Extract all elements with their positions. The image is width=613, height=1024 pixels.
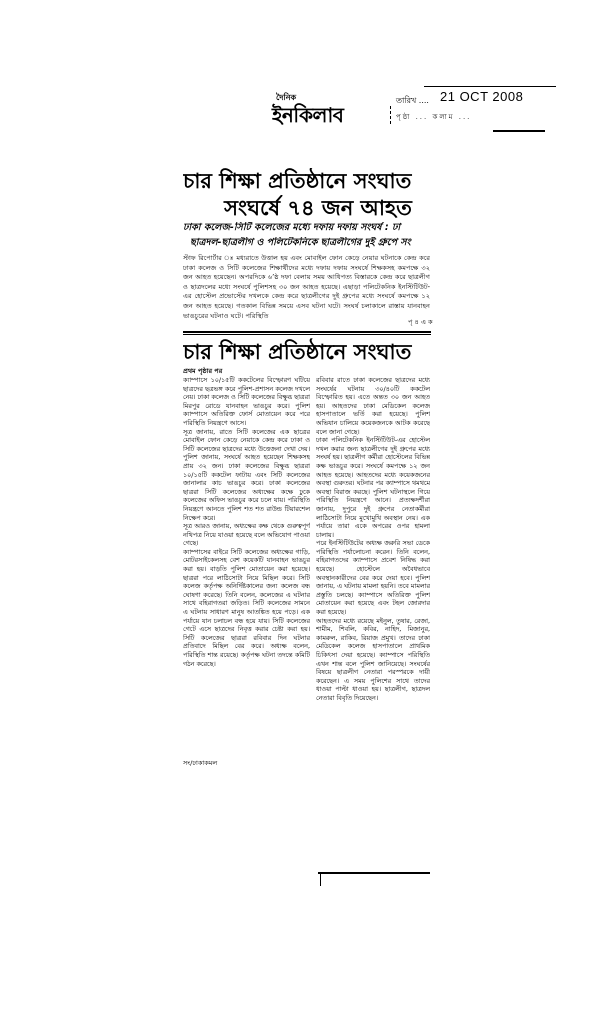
stamp-label: তারিখ ....	[396, 96, 429, 105]
reporter-credit: সং/ঢাকাকমল	[183, 759, 218, 767]
paragraph: ঢাকা পলিটেকনিক ইনস্টিটিউট-এর হোস্টেল দখল করার জন্য ছাত্রলীগের দুই গ্রুপের মধ্যে সংঘর্ষ হয়। ছাত্রলীগ কর্মীরা হোস্টেলের বিভিন্ন কক্ষ ভাঙচুর করে। সংঘর্ষে কমপক্ষে ১২ জন আহত হয়েছে। আহতদের মধ্যে কয়েকজনের অবস্থা গুরুতর। ঘটনার পর ক্যাম্পাসে থমথমে অবস্থা বিরাজ করছে। পুলিশ ঘটনাস্থলে গিয়ে পরিস্থিতি নিয়ন্ত্রণে আনে। প্রত্যক্ষদর্শীরা জানায়, দুপুরে দুই গ্রুপের নেতাকর্মীরা লাঠিসোটা নিয়ে মুখোমুখি অবস্থান নেয়। এক পর্যায়ে তারা একে অপরের ওপর হামলা চালায়।	[316, 436, 430, 539]
newspaper-prefix: দৈনিক	[276, 93, 297, 102]
section-divider	[183, 331, 431, 333]
continued-from-label: প্রথম পৃষ্ঠার পর	[183, 367, 223, 375]
subheadline-2: ছাত্রদল-ছাত্রলীগ ও পলিটেকনিকে ছাত্রলীগের দুই গ্রুপে সং	[190, 237, 411, 248]
end-rule-tick	[320, 872, 321, 886]
stamp-date: 21 OCT 2008	[440, 89, 524, 104]
continued-on-label: পৃ ৪ এ ক	[404, 316, 433, 328]
lead-paragraph: স্টাফ রিপোর্টার ঃ মধ্যরাতে উত্তাল হয় এবং মোবাইল ফোন কেড়ে নেয়ার ঘটনাকে কেন্দ্র করে ঢাকা কলেজ ও সিটি কলেজের শিক্ষার্থীদের মধ্যে দফায় দফায় সংঘর্ষে শিক্ষকসহ কমপক্ষে ৩২ জন আহত হয়েছেন। অপরদিকে ৬’ষ্ঠ দফা বেলায় সময় আধিপত্য বিস্তারকে কেন্দ্র করে ছাত্রলীগ ও ছাত্রদলের মধ্যে সংঘর্ষে পুলিশসহ ৩০ জন আহত হয়েছে। এছাড়া পলিটেকনিক ইনস্টিটিউট-এর হোস্টেল প্রভোস্টের দখলকে কেন্দ্র করে ছাত্রলীগের দুই গ্রুপের মধ্যে সংঘর্ষে কমপক্ষে ১২ জন আহত হয়েছে। গতকাল বিভিন্ন সময়ে এসব ঘটনা ঘটে। সংঘর্ষ চলাকালে রাস্তায় যানবাহন ভাঙচুরের ঘটনাও ঘটে। পরিস্থিতি	[183, 254, 430, 320]
subheadline-1: ঢাকা কলেজ-সিটি কলেজের মধ্যে দফায় দফায় সংঘর্ষ : ঢা	[183, 222, 401, 233]
headline-line-1: চার শিক্ষা প্রতিষ্ঠানে সংঘাত	[183, 169, 412, 193]
section-divider-thin	[183, 334, 431, 335]
stamp-subline: পৃষ্ঠা ... কলাম ...	[396, 113, 472, 121]
newspaper-logo: ইনকিলাব	[272, 103, 344, 127]
paragraph: রবিবার রাতে ঢাকা কলেজের ছাত্রদের মধ্যে সংঘর্ষের ঘটনায় ৩০/৪০টি ককটেল বিস্ফোরিত হয়। এতে অন্তত ৩০ জন আহত হয়। আহতদের ঢাকা মেডিকেল কলেজ হাসপাতালে ভর্তি করা হয়েছে। পুলিশ অভিযান চালিয়ে কয়েকজনকে আটক করেছে বলে জানা গেছে।	[316, 376, 430, 436]
body-column-left	[183, 376, 310, 754]
stamp-underline	[493, 130, 545, 132]
end-rule	[318, 872, 430, 874]
continuation-headline: চার শিক্ষা প্রতিষ্ঠানে সংঘাত	[183, 340, 412, 364]
stamp-top-rule	[424, 86, 556, 87]
headline-line-2: সংঘর্ষে ৭৪ জন আহত	[224, 196, 412, 220]
paragraph: সূত্র আরও জানায়, অধ্যক্ষের কক্ষ থেকে গুরুত্বপূর্ণ নথিপত্র নিয়ে যাওয়া হয়েছে বলে অভিযোগ পাওয়া গেছে।	[183, 522, 310, 548]
paragraph: সূত্র জানায়, রাতে সিটি কলেজের এক ছাত্রের মোবাইল ফোন কেড়ে নেয়াকে কেন্দ্র করে ঢাকা ও সিটি কলেজের ছাত্রদের মধ্যে উত্তেজনা দেখা দেয়। পুলিশ জানায়, সংঘর্ষে আহত হয়েছেন শিক্ষকসহ প্রায় ৩২ জন। ঢাকা কলেজের বিক্ষুব্ধ ছাত্ররা ১০/১৫টি ককটেল ফাটায় এবং সিটি কলেজের জানালার কাচ ভাঙচুর করে। ঢাকা কলেজের ছাত্ররা সিটি কলেজের অধ্যক্ষের কক্ষে ঢুকে কলেজের অফিস ভাঙচুর করে চলে যায়। পরিস্থিতি নিয়ন্ত্রণে আনতে পুলিশ শত শত রাউন্ড টিয়ারশেল নিক্ষেপ করে।	[183, 427, 310, 522]
paragraph: আহতদের মধ্যে রয়েছে মইনুল, তুষার, রেজা, শামীম, শিবলি, কবির, নাহিদ, মিজানুর, কামরুল, রাকিব, রিয়াজ প্রমুখ। তাদের ঢাকা মেডিকেল কলেজ হাসপাতালে প্রাথমিক চিকিৎসা দেয়া হয়েছে। ক্যাম্পাসে পরিস্থিতি এখন শান্ত বলে পুলিশ জানিয়েছে। সংঘর্ষের বিষয়ে ছাত্রলীগ নেতারা পরস্পরকে দায়ী করেছেন। এ সময় পুলিশের সাথে তাদের ধাওয়া পাল্টা ধাওয়া হয়। ছাত্রলীগ, ছাত্রদল নেতারা বিবৃতি দিয়েছেন।	[316, 616, 430, 702]
date-stamp	[388, 86, 556, 134]
body-column-right	[316, 376, 430, 870]
stamp-divider	[390, 106, 391, 124]
paragraph: পরে ইনস্টিটিউটের অধ্যক্ষ জরুরি সভা ডেকে পরিস্থিতি পর্যালোচনা করেন। তিনি বলেন, বহিরাগতদের ক্যাম্পাসে প্রবেশ নিষিদ্ধ করা হয়েছে। হোস্টেলে অবৈধভাবে অবস্থানকারীদের বের করে দেয়া হবে। পুলিশ জানায়, এ ঘটনায় মামলা হয়নি। তবে মামলার প্রস্তুতি চলছে। ক্যাম্পাসে অতিরিক্ত পুলিশ মোতায়েন করা হয়েছে এবং টহল জোরদার করা হয়েছে।	[316, 539, 430, 617]
paragraph: ক্যাম্পাসের বাইরে সিটি কলেজের অধ্যক্ষের গাড়ি, মোটরসাইকেলসহ বেশ কয়েকটি যানবাহন ভাঙচুর করা হয়। বাড়তি পুলিশ মোতায়েন করা হয়েছে। ছাত্ররা পরে লাঠিসোটা নিয়ে মিছিল করে। সিটি কলেজ কর্তৃপক্ষ অনির্দিষ্টকালের জন্য কলেজ বন্ধ ঘোষণা করেছে। তিনি বলেন, কলেজের এ ঘটনার সাথে বহিরাগতরা জড়িত। সিটি কলেজের সামনে এ ঘটনায় সাধারণ মানুষ আতঙ্কিত হয়ে পড়ে। এক পর্যায়ে যান চলাচল বন্ধ হয়ে যায়। সিটি কলেজের গেটে এসে ছাত্রদের নিবৃত্ত করার চেষ্টা করা হয়। সিটি কলেজের ছাত্ররা রবিবার দিন ঘটনার প্রতিবাদে মিছিল বের করে। অধ্যক্ষ বলেন, পরিস্থিতি শান্ত রয়েছে। কর্তৃপক্ষ ঘটনা তদন্তে কমিটি গঠন করেছে।	[183, 547, 310, 668]
paragraph: ক্যাম্পাসে ১০/১৫টি ককটেলের বিস্ফোরণ ঘটিয়ে ছাত্রদের ছত্রভঙ্গ করে পুলিশ-প্রশাসন কলেজ দখলে নেয়। ঢাকা কলেজ ও সিটি কলেজের বিক্ষুব্ধ ছাত্ররা মিরপুর রোডে যানবাহন ভাঙচুর করে। পুলিশ ক্যাম্পাসে অতিরিক্ত ফোর্স মোতায়েন করে পরে পরিস্থিতি নিয়ন্ত্রণে আসে।	[183, 376, 310, 427]
